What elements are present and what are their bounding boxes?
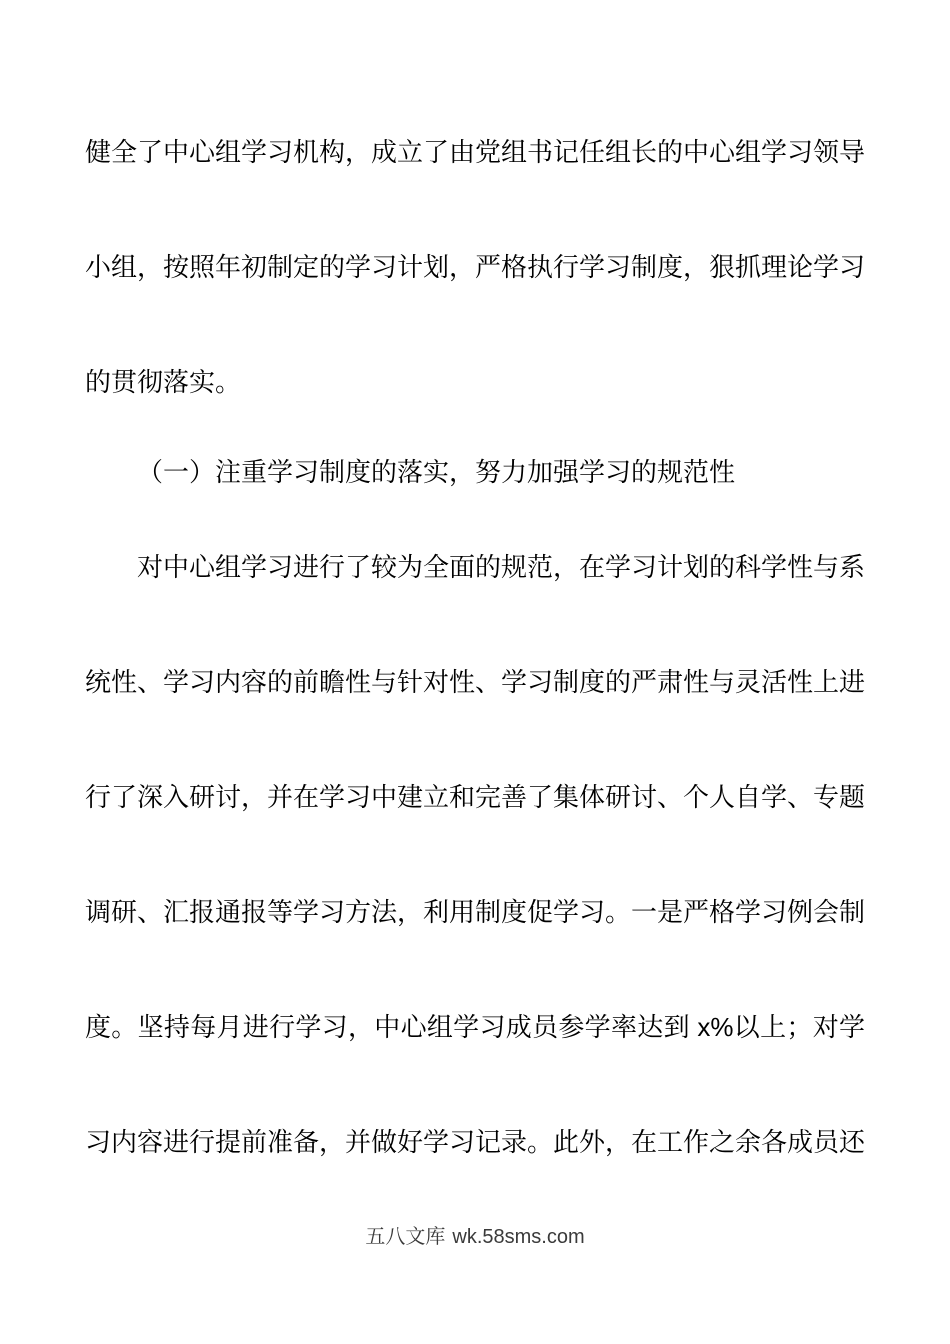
footer-site-url: wk.58sms.com	[452, 1226, 585, 1248]
footer-site-name: 五八文库	[365, 1226, 446, 1248]
footer-watermark	[0, 1227, 950, 1247]
paragraph-continuation: 健全了中心组学习机构，成立了由党组书记任组长的中心组学习领导小组，按照年初制定的学习计划，严格执行学习制度，狠抓理论学习的贯彻落实。	[85, 137, 866, 397]
paragraph-body: 对中心组学习进行了较为全面的规范，在学习计划的科学性与系统性、学习内容的前瞻性与针对性、学习制度的严肃性与灵活性上进行了深入研讨，并在学习中建立和完善了集体研讨、个人自学、专题调研、汇报通报等学习方法，利用制度促学习。一是严格学习例会制度。坚持每月进行学习，中心组学习成员参学率达到 x%以上；对学习内容进行提前准备，并做好学习记录。此外，在工作之余各成员还	[85, 552, 866, 1157]
section-heading: （一）注重学习制度的落实，努力加强学习的规范性	[137, 457, 736, 487]
